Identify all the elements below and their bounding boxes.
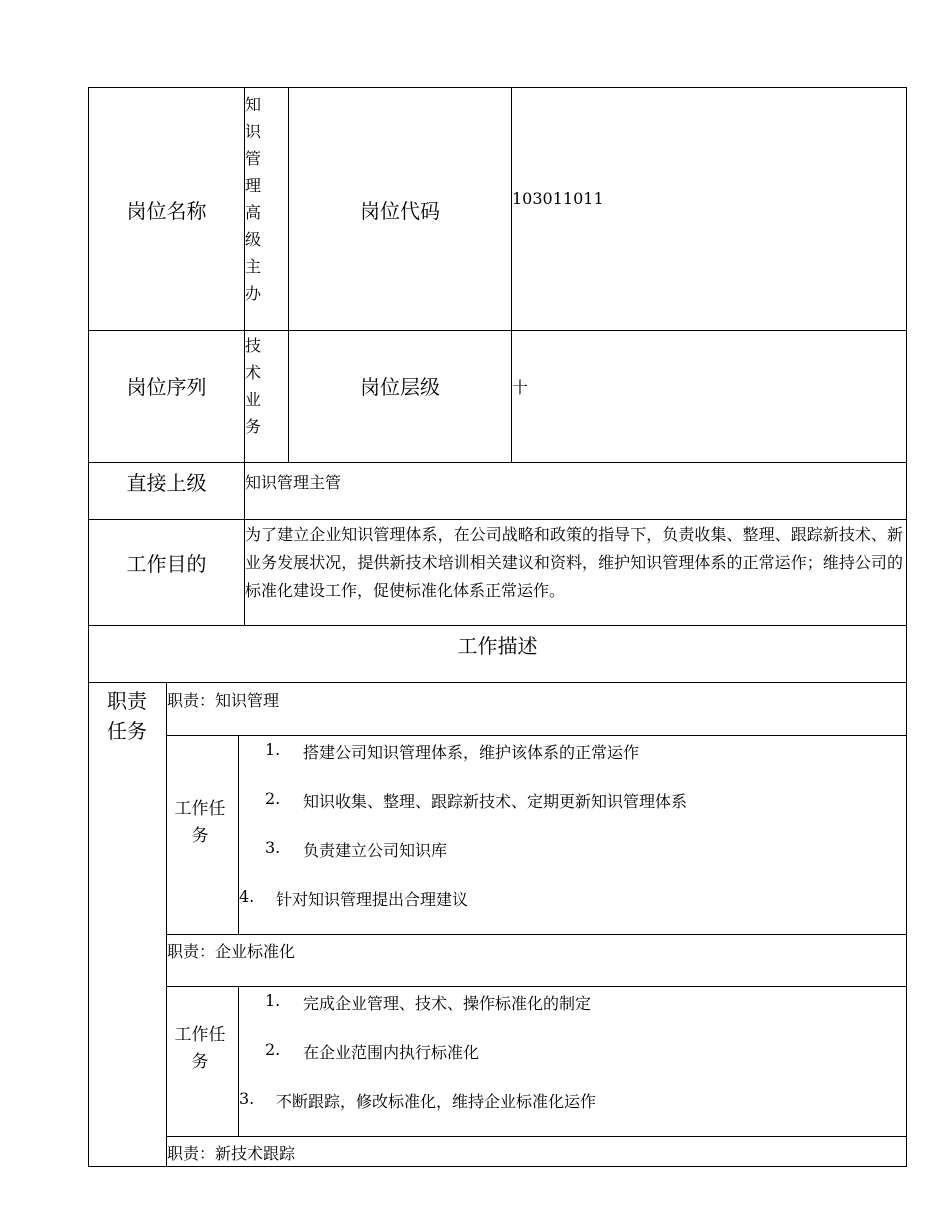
position-series-value: 技术业务 [245,336,262,436]
purpose-value: 为了建立企业知识管理体系，在公司战略和政策的指导下，负责收集、整理、跟踪新技术、新业务发展状况，提供新技术培训相关建议和资料，维护知识管理体系的正常运作；维持公司的标准化建设工作，促使标准化体系正常运作。 [245,525,903,600]
duty-title: 职责：知识管理 [167,691,280,710]
position-code-value: 103011011 [512,189,604,208]
purpose-label: 工作目的 [126,551,207,576]
duty-title: 职责：新技术跟踪 [167,1144,296,1163]
position-code-label: 岗位代码 [360,198,440,223]
duty-task-label: 职责任务 [107,689,147,743]
position-level-value: 十 [512,378,529,397]
position-series-label: 岗位序列 [126,375,207,399]
work-task-label: 工作任务 [174,1025,226,1072]
position-name-value: 知识管理高级主办 [245,95,262,303]
supervisor-value: 知识管理主管 [245,473,342,492]
position-name-label: 岗位名称 [126,198,207,223]
supervisor-label: 直接上级 [126,470,207,495]
duty-title: 职责：企业标准化 [167,942,296,961]
work-task-label: 工作任务 [174,799,226,846]
position-level-label: 岗位层级 [360,375,440,399]
description-title: 工作描述 [457,633,538,658]
